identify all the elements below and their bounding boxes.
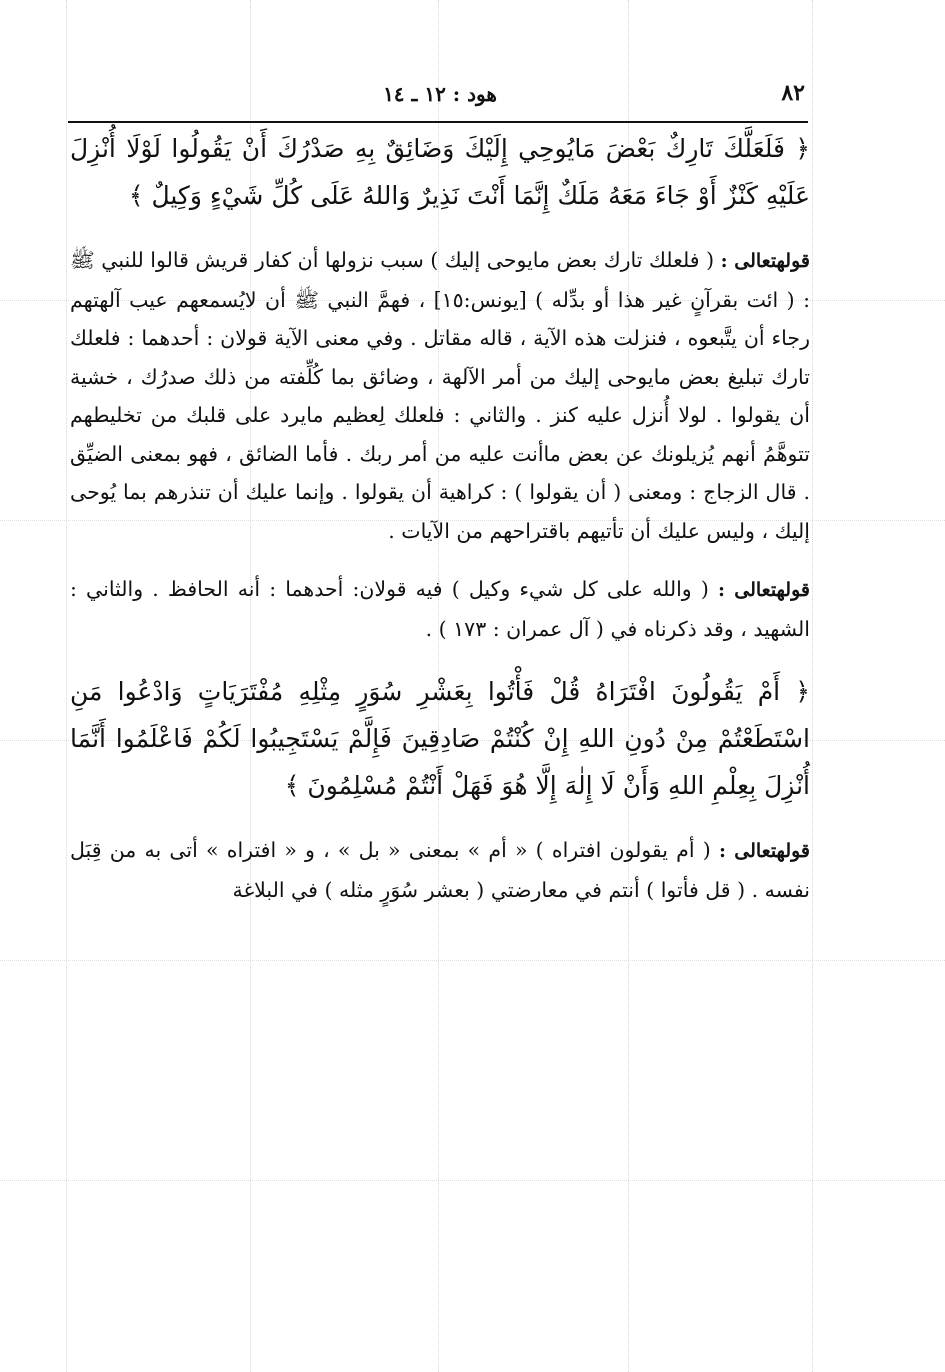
commentary-keyword: قولهتعالى :	[720, 250, 810, 272]
scan-guide-line	[66, 0, 67, 1372]
commentary-text: ( فلعلك تارك بعض مايوحى إليك ) سبب نزولها أن كفار قريش قالوا للنبي ﷺ : ( ائت بقرآنٍ غير هذا أو بدِّله ) [يونس:١٥] ، فهمَّ النبي ﷺ أن لايُسمعهم عيب آلهتهم رجاء أن يتَّبعوه ، فنزلت هذه الآية ، قاله مقاتل . وفي معنى الآية قولان : أحدهما : فلعلك تارك تبليغ بعض مايوحى إليك من أمر الآلهة ، وضائق بما كُلِّفته من ذلك صدرُك ، خشية أن يقولوا . لولا أُنزل عليه كنز . والثاني : فلعلك لِعظيم مايرد على قلبك من تخليطهم تتوهَّمُ أنهم يُزيلونك عن بعض ماأنت عليه من أمر ربك . فأما الضائق ، فهو بمعنى الضيِّق . قال الزجاج : ومعنى ( أن يقولوا ) : كراهية أن يقولوا . وإنما عليك أن تنذرهم بما يُوحى إليك ، وليس عليك أن تأتيهم باقتراحهم من الآيات .	[70, 248, 810, 543]
commentary-paragraph	[70, 241, 810, 550]
commentary-paragraph	[70, 831, 810, 909]
quran-verse	[70, 668, 810, 809]
commentary-text: ( أم يقولون افتراه ) « أم » بمعنى « بل » ، و « افتراه » أتى به من قِبَل نفسه . ( قل فأتوا ) أنتم في معارضتي ( بعشر سُوَرٍ مثله ) في البلاغة	[70, 838, 810, 902]
commentary-paragraph	[70, 570, 810, 648]
verse-text: ﴿ أَمْ يَقُولُونَ افْتَرَاهُ قُلْ فَأْتُوا بِعَشْرِ سُوَرٍ مِثْلِهِ مُفْتَرَيَاتٍ وَادْعُوا مَنِ اسْتَطَعْتُمْ مِنْ دُونِ اللهِ إِنْ كُنْتُمْ صَادِقِينَ فَإِلَّمْ يَسْتَجِيبُوا لَكُمْ فَاعْلَمُوا أَنَّمَا أُنْزِلَ بِعِلْمِ اللهِ وَأَنْ لَا إِلٰهَ إِلَّا هُوَ فَهَلْ أَنْتُمْ مُسْلِمُونَ ﴾	[70, 677, 810, 800]
scan-guide-line	[812, 0, 813, 1372]
scan-guide-line	[0, 1180, 945, 1181]
verse-text: ﴿ فَلَعَلَّكَ تَارِكٌ بَعْضَ مَايُوحِي إِلَيْكَ وَضَائِقٌ بِهِ صَدْرُكَ أَنْ يَقُولُوا لَوْلَا أُنْزِلَ عَلَيْهِ كَنْزٌ أَوْ جَاءَ مَعَهُ مَلَكٌ إِنَّمَا أَنْتَ نَذِيرٌ وَاللهُ عَلَى كُلِّ شَيْءٍ وَكِيلٌ ﴾	[70, 134, 810, 210]
page-number: ٨٢	[781, 80, 805, 106]
page-header	[70, 80, 805, 110]
commentary-keyword: قولهتعالى :	[718, 840, 811, 862]
running-title: هود : ١٢ ـ ١٤	[383, 82, 497, 106]
header-rule	[68, 121, 808, 123]
scan-guide-line	[0, 960, 945, 961]
commentary-text: ( والله على كل شيء وكيل ) فيه قولان: أحدهما : أنه الحافظ . والثاني : الشهيد ، وقد ذكرناه في ( آل عمران : ١٧٣ ) .	[70, 577, 810, 641]
page-body	[70, 125, 810, 929]
commentary-keyword: قولهتعالى :	[717, 579, 810, 601]
quran-verse	[70, 125, 810, 219]
